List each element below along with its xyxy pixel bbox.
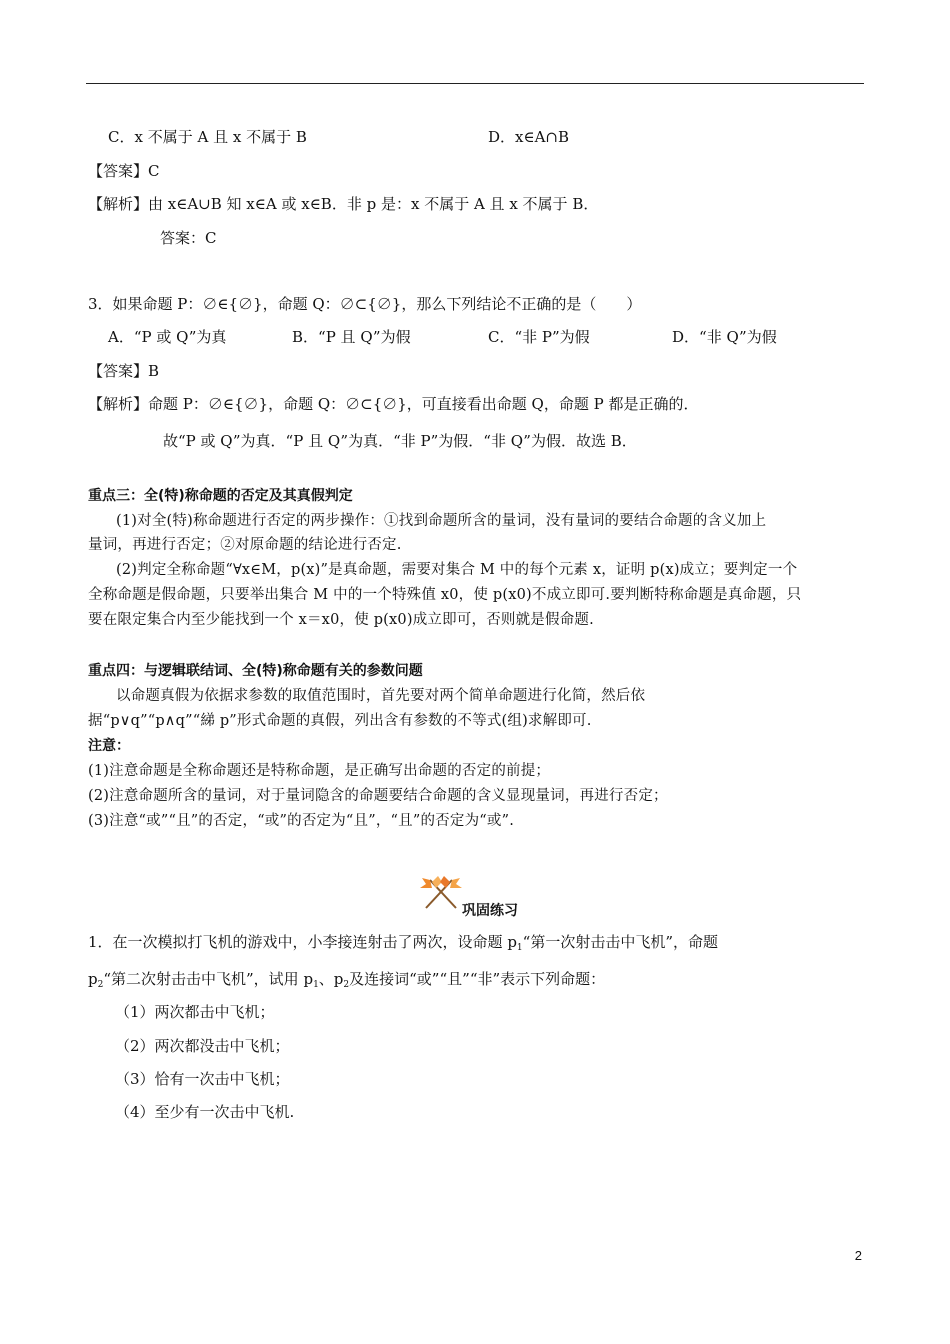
q1-text: 1．在一次模拟打飞机的游戏中，小李接连射击了两次，设命题 p xyxy=(88,933,517,951)
practice-item-4: （4）至少有一次击中飞机. xyxy=(115,1103,295,1121)
point3-p2-line2: 全称命题是假命题，只要举出集合 M 中的一个特殊值 x0，使 p(x0)不成立即可.要判断特称命题是真命题，只 xyxy=(88,587,802,603)
crossed-flags-icon xyxy=(418,874,464,910)
analysis-label: 【解析】 xyxy=(88,395,149,413)
subscript: 2 xyxy=(343,980,350,990)
practice-q1-line2 xyxy=(88,969,605,995)
q2-analysis xyxy=(88,194,598,214)
q3-option-a: A．“P 或 Q”为真 xyxy=(108,328,227,346)
q1-text: “第一次射击击中飞机”，命题 xyxy=(522,933,718,951)
q1-text: 及连接词“或”“且”“非”表示下列命题： xyxy=(349,970,606,988)
header-rule xyxy=(86,83,864,84)
note-1: (1)注意命题是全称命题还是特称命题，是正确写出命题的否定的前提； xyxy=(88,763,551,779)
q3-answer: 【答案】B xyxy=(88,362,160,380)
point3-heading: 重点三：全(特)称命题的否定及其真假判定 xyxy=(88,488,353,504)
q3-option-b: B．“P 且 Q”为假 xyxy=(292,328,411,346)
q2-option-c: C．x 不属于 A 且 x 不属于 B xyxy=(108,128,307,146)
note-heading: 注意： xyxy=(88,738,130,754)
point4-p1-line2: 据“p∨q”“p∧q”“綈 p”形式命题的真假，列出含有参数的不等式(组)求解即可. xyxy=(88,713,592,729)
subscript: 1 xyxy=(313,980,319,990)
note-2: (2)注意命题所含的量词，对于量词隐含的命题要结合命题的含义显现量词，再进行否定； xyxy=(88,788,668,804)
analysis-label: 【解析】 xyxy=(88,195,149,213)
point3-p2-line1: (2)判定全称命题“∀x∈M，p(x)”是真命题，需要对集合 M 中的每个元素 x，证明 p(x)成立；要判定一个 xyxy=(116,562,798,578)
point3-p1-line2: 量词，再进行否定；②对原命题的结论进行否定. xyxy=(88,537,402,553)
point3-p2-line3: 要在限定集合内至少能找到一个 x＝x0，使 p(x0)成立即可，否则就是假命题. xyxy=(88,612,594,628)
note-3: (3)注意“或”“且”的否定，“或”的否定为“且”，“且”的否定为“或”. xyxy=(88,813,515,829)
q3-analysis-conclusion: 故“P 或 Q”为真．“P 且 Q”为真．“非 P”为假．“非 Q”为假．故选 B． xyxy=(163,432,637,450)
q1-text: p xyxy=(88,970,98,988)
q3-option-d: D．“非 Q”为假 xyxy=(672,328,777,346)
analysis-text: 命题 P：∅∈{∅}，命题 Q：∅⊂{∅}，可直接看出命题 Q，命题 P 都是正确的． xyxy=(148,395,699,413)
page-number: 2 xyxy=(854,1248,862,1263)
point3-p1-line1: (1)对全(特)称命题进行否定的两步操作：①找到命题所含的量词，没有量词的要结合命题的含义加上 xyxy=(116,513,767,529)
q3-analysis xyxy=(88,394,699,414)
q2-answer: 【答案】C xyxy=(88,162,160,180)
subscript: 2 xyxy=(97,980,104,990)
q2-analysis-answer: 答案：C xyxy=(160,229,217,247)
practice-item-2: （2）两次都没击中飞机； xyxy=(115,1037,290,1055)
analysis-text: 由 x∈A∪B 知 x∈A 或 x∈B．非 p 是：x 不属于 A 且 x 不属于 B． xyxy=(148,195,599,213)
practice-item-1: （1）两次都击中飞机； xyxy=(115,1003,275,1021)
point4-heading: 重点四：与逻辑联结词、全(特)称命题有关的参数问题 xyxy=(88,663,423,679)
practice-title: 巩固练习 xyxy=(462,903,518,919)
q1-text: 、p xyxy=(318,970,344,988)
q2-option-d: D．x∈A∩B xyxy=(488,128,570,146)
point4-p1-line1: 以命题真假为依据求参数的取值范围时，首先要对两个简单命题进行化简，然后依 xyxy=(116,688,646,704)
q3-option-c: C．“非 P”为假 xyxy=(488,328,590,346)
q3-question: 3．如果命题 P：∅∈{∅}，命题 Q：∅⊂{∅}，那么下列结论不正确的是（ ） xyxy=(88,295,642,313)
q1-text: “第二次射击击中飞机”，试用 p xyxy=(103,970,314,988)
subscript: 1 xyxy=(516,943,523,953)
practice-item-3: （3）恰有一次击中飞机； xyxy=(115,1070,290,1088)
practice-q1-line1 xyxy=(88,932,718,958)
